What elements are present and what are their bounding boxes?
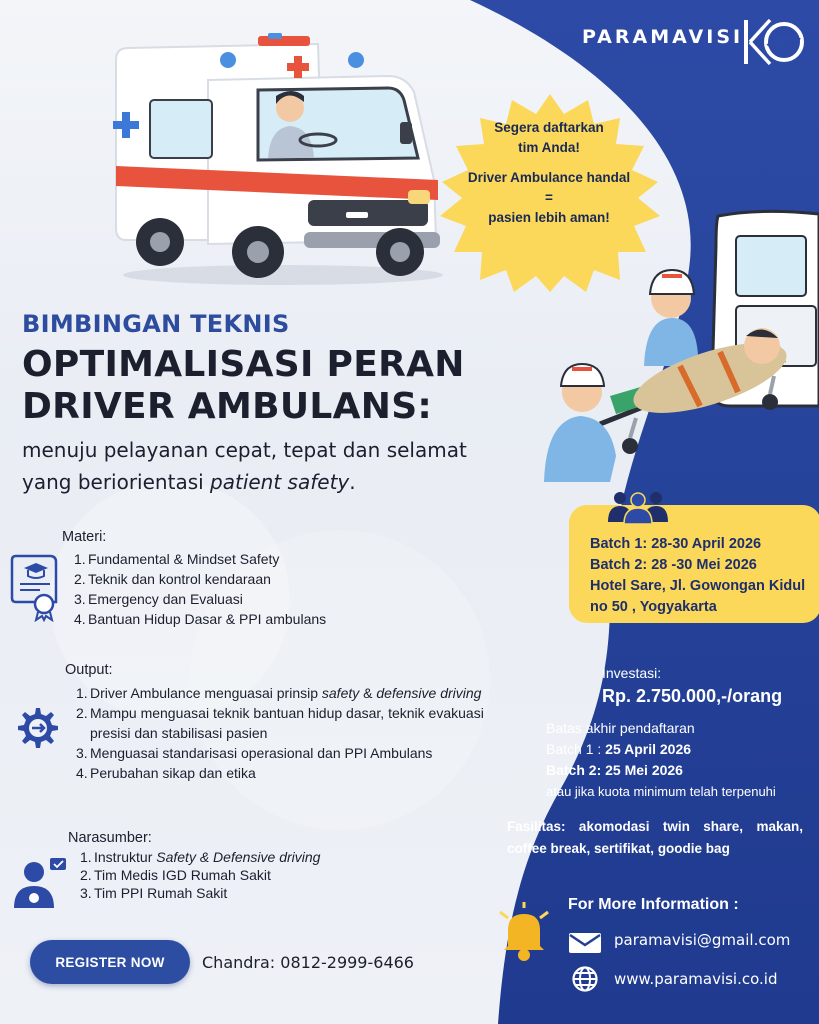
output-item-1-em-safety: safety	[321, 685, 360, 701]
list-text	[90, 703, 484, 743]
list-text: Teknik dan kontrol kendaraan	[88, 571, 271, 587]
output-item-2-line-1: Mampu menguasai teknik bantuan hidup dasar, teknik evakuasi	[90, 705, 484, 721]
list-number: 1.	[74, 551, 86, 567]
list-number: 4.	[74, 611, 86, 627]
deadline-note: atau jika kuota minimum telah terpenuhi	[546, 784, 776, 799]
tagline-line-2	[22, 466, 502, 498]
list-item	[80, 884, 380, 902]
title-line-2: DRIVER AMBULANS:	[22, 386, 433, 427]
more-info-heading: For More Information :	[568, 896, 739, 913]
title-line-1: OPTIMALISASI PERAN	[22, 344, 465, 385]
deadline-block	[546, 718, 776, 802]
gear-arrows-icon	[12, 704, 60, 752]
list-number: 3.	[74, 591, 86, 607]
globe-icon	[572, 966, 598, 992]
facilities-text: Fasilitas: akomodasi twin share, makan, coffee break, sertifikat, goodie bag	[507, 819, 803, 856]
bell-icon	[498, 902, 550, 962]
certificate-icon	[10, 552, 62, 622]
promo-line-1: Segera daftarkan	[494, 120, 604, 135]
list-number: 1.	[76, 685, 88, 701]
output-list	[76, 683, 526, 783]
batch-line-2: Batch 2: 28 -30 Mei 2026	[590, 557, 757, 573]
list-number: 4.	[76, 765, 88, 781]
investment-price: Rp. 2.750.000,-/orang	[602, 686, 783, 706]
list-text: Perubahan sikap dan etika	[90, 765, 256, 781]
mail-icon	[568, 932, 602, 954]
narasumber-label: Narasumber:	[68, 830, 152, 846]
program-subtitle: BIMBINGAN TEKNIS	[22, 310, 290, 338]
materi-list	[74, 549, 374, 629]
list-number: 2.	[76, 705, 88, 721]
list-number: 1.	[80, 849, 92, 865]
output-item-1-prefix: Driver Ambulance menguasai prinsip	[90, 685, 322, 701]
contact-phone: Chandra: 0812-2999-6466	[202, 953, 414, 972]
tagline-line-1: menuju pelayanan cepat, tepat dan selamat	[22, 438, 467, 462]
list-text: Tim Medis IGD Rumah Sakit	[94, 867, 271, 883]
output-item-1-mid: &	[359, 685, 377, 701]
deadline-batch-1-date: 25 April 2026	[605, 741, 692, 757]
tagline-suffix: .	[349, 470, 356, 494]
email-link[interactable]: paramavisi@gmail.com	[614, 931, 791, 949]
batch-location-line-2: no 50 , Yogyakarta	[590, 599, 717, 615]
list-text: Menguasai standarisasi operasional dan PPI Ambulans	[90, 745, 433, 761]
register-button[interactable]: REGISTER NOW	[30, 940, 190, 984]
deadline-batch-2-text: Batch 2: 25 Mei 2026	[546, 762, 683, 778]
instructor-icon	[12, 856, 68, 910]
ambulance-illustration	[108, 30, 448, 292]
list-number: 3.	[76, 745, 88, 761]
output-item-2-line-2: presisi dan stabilisasi pasien	[90, 725, 268, 741]
list-item	[74, 549, 374, 569]
page-title	[22, 344, 465, 428]
deadline-batch-1	[546, 739, 776, 760]
list-item	[76, 703, 526, 743]
promo-line-2: tim Anda!	[518, 140, 580, 155]
output-item-1-em-defensive: defensive driving	[376, 685, 482, 701]
list-item	[74, 569, 374, 589]
list-item	[76, 683, 526, 703]
list-text: Emergency dan Evaluasi	[88, 591, 243, 607]
deadline-batch-2	[546, 760, 776, 781]
materi-label: Materi:	[62, 529, 107, 545]
promo-line-5: pasien lebih aman!	[488, 210, 610, 225]
team-icon	[606, 488, 670, 524]
list-item	[80, 848, 380, 866]
promo-line-4: =	[545, 190, 553, 205]
list-item	[80, 866, 380, 884]
stretcher-illustration	[540, 206, 819, 482]
promo-line-3: Driver Ambulance handal	[467, 170, 631, 185]
list-number: 2.	[74, 571, 86, 587]
narasumber-item-1-em: Safety & Defensive driving	[156, 849, 321, 865]
list-item	[74, 609, 374, 629]
list-number: 3.	[80, 885, 92, 901]
list-text: Fundamental & Mindset Safety	[88, 551, 280, 567]
tagline-emphasis: patient safety	[210, 470, 350, 494]
batch-text	[590, 534, 812, 618]
list-text	[90, 683, 481, 703]
list-item	[76, 743, 526, 763]
website-link[interactable]: www.paramavisi.co.id	[614, 970, 778, 988]
investment-label: Investasi:	[602, 665, 662, 681]
paramavisi-logo-icon	[742, 14, 808, 70]
narasumber-list	[80, 848, 380, 902]
list-item	[74, 589, 374, 609]
list-text: Bantuan Hidup Dasar & PPI ambulans	[88, 611, 327, 627]
deadline-batch-1-prefix: Batch 1 :	[546, 741, 606, 757]
brand-name: PARAMAVISI	[582, 26, 744, 48]
output-label: Output:	[65, 662, 113, 678]
tagline	[22, 434, 502, 498]
list-text: Tim PPI Rumah Sakit	[94, 885, 228, 901]
list-text	[94, 848, 320, 866]
tagline-prefix: yang beriorientasi	[22, 470, 211, 494]
batch-location-line-1: Hotel Sare, Jl. Gowongan Kidul	[590, 578, 806, 594]
batch-line-1: Batch 1: 28-30 April 2026	[590, 536, 762, 552]
list-item	[76, 763, 526, 783]
narasumber-item-1-prefix: Instruktur	[94, 849, 157, 865]
list-number: 2.	[80, 867, 92, 883]
deadline-label: Batas akhir pendaftaran	[546, 720, 695, 736]
